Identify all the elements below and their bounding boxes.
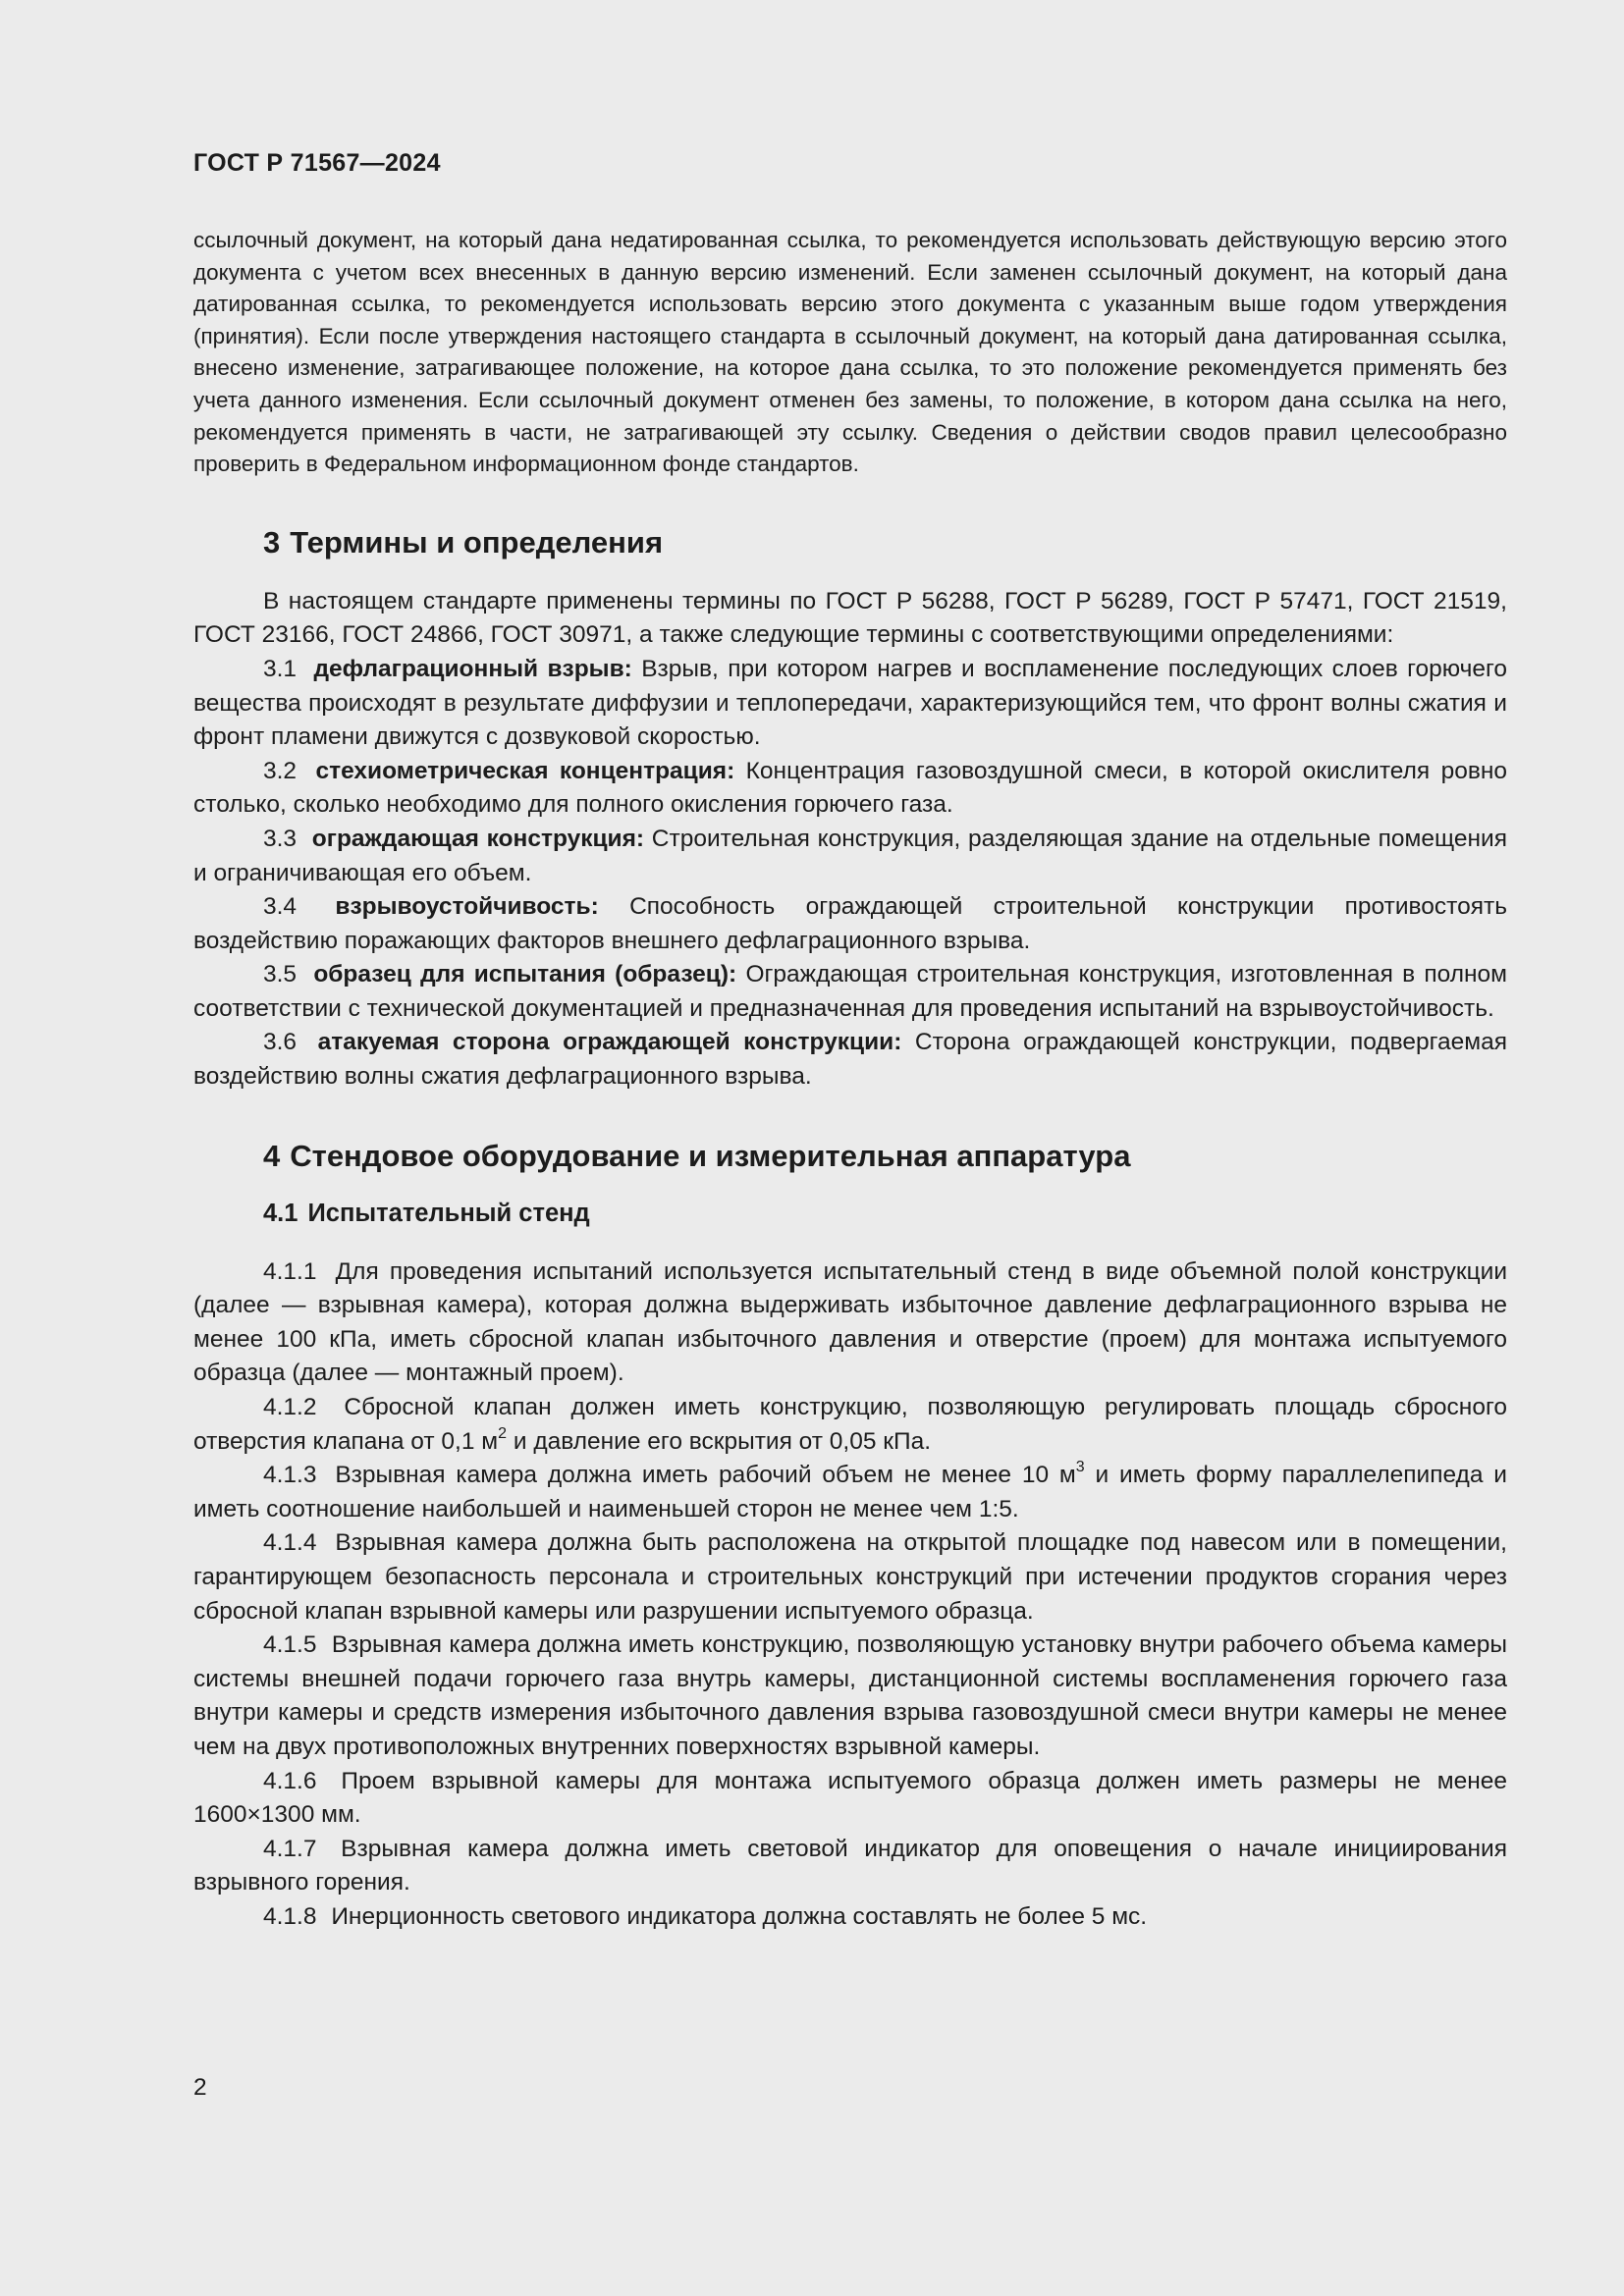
- item-text: Взрывная камера должна иметь световой индикатор для оповещения о начале инициирования взрывного горения.: [193, 1835, 1507, 1896]
- term-name: взрывоустойчивость:: [335, 893, 599, 921]
- item-number: 4.1.7: [263, 1835, 317, 1862]
- item-text: Взрывная камера должна иметь конструкцию, позволяющую установку внутри рабочего объема камеры системы внешней подачи горючего газа внутрь камеры, дистанционной системы воспламенения горючего газа внутри камеры и средств измерения избыточного давления взрыва газовоздушной смеси внутри камеры не менее чем на двух противоположных внутренних поверхностях взрывной камеры.: [193, 1631, 1507, 1760]
- term-name: ограждающая конструкция:: [311, 825, 645, 852]
- term-3-3: [193, 823, 1507, 890]
- item-number: 4.1.2: [263, 1394, 317, 1421]
- item-text: Взрывная камера должна быть расположена на открытой площадке под навесом или в помещении, гарантирующем безопасность персонала и строительных конструкций при истечении продуктов сгорания через сбросной клапан взрывной камеры или разрушении испытуемого образца.: [193, 1529, 1507, 1625]
- subsection-title: Испытательный стенд: [307, 1199, 590, 1227]
- term-3-5: [193, 958, 1507, 1026]
- term-definition: Сторона ограждающей конструкции, подвергаемая воздействию волны сжатия дефлаграционного взрыва.: [193, 1029, 1507, 1091]
- item-4-1-4: [193, 1526, 1507, 1629]
- term-definition: Строительная конструкция, разделяющая здание на отдельные помещения и ограничивающая его объем.: [193, 825, 1508, 886]
- item-text: Сбросной клапан должен иметь конструкцию, позволяющую регулировать площадь сбросного отверстия клапана от 0,1 м: [193, 1394, 1507, 1455]
- item-number: 4.1.6: [263, 1767, 317, 1794]
- term-number: 3.1: [263, 655, 298, 682]
- section-3-number: 3: [263, 524, 281, 560]
- item-text-continued: и иметь форму параллелепипеда и иметь соотношение наибольшей и наименьшей сторон не менее чем 1:5.: [193, 1462, 1507, 1522]
- item-text: Инерционность светового индикатора должна составлять не более 5 мс.: [331, 1902, 1148, 1930]
- item-4-1-5: [193, 1629, 1507, 1764]
- section-3-title: Термины и определения: [290, 524, 664, 560]
- item-text: Для проведения испытаний используется испытательный стенд в виде объемной полой конструкции (далее — взрывная камера), которая должна выдерживать избыточное давление дефлаграционного взрыва не менее 100 кПа, иметь сбросной клапан избыточного давления и отверстие (проем) для монтажа испытуемого образца (далее — монтажный проем).: [193, 1257, 1508, 1387]
- item-number: 4.1.3: [263, 1462, 317, 1489]
- item-text-continued: и давление его вскрытия от 0,05 кПа.: [507, 1427, 932, 1455]
- term-name: дефлаграционный взрыв:: [313, 655, 632, 682]
- page-content: [193, 225, 1507, 1935]
- term-3-1: [193, 653, 1507, 755]
- item-4-1-1: [193, 1255, 1507, 1391]
- section-3-intro: В настоящем стандарте применены термины по ГОСТ Р 56288, ГОСТ Р 56289, ГОСТ Р 57471, ГОСТ 21519, ГОСТ 23166, ГОСТ 24866, ГОСТ 30971, а также следующие термины с соответствующими определениями:: [193, 587, 1507, 649]
- term-number: 3.2: [263, 757, 298, 784]
- superscript: 3: [1075, 1459, 1085, 1476]
- item-number: 4.1.8: [263, 1902, 317, 1930]
- item-number: 4.1.4: [263, 1529, 317, 1557]
- term-name: стехиометрическая концентрация:: [315, 757, 735, 784]
- term-number: 3.6: [263, 1029, 298, 1056]
- term-number: 3.5: [263, 961, 298, 988]
- term-definition: Взрыв, при котором нагрев и воспламенение последующих слоев горючего вещества происходят в результате диффузии и теплопередачи, характеризующийся тем, что фронт волны сжатия и фронт пламени движутся с дозвуковой скоростью.: [193, 655, 1507, 751]
- subsection-number: 4.1: [263, 1199, 298, 1227]
- item-4-1-3: [193, 1459, 1507, 1526]
- item-text: Взрывная камера должна иметь рабочий объем не менее 10 м: [335, 1462, 1076, 1489]
- superscript: 2: [498, 1424, 508, 1442]
- term-number: 3.3: [263, 825, 298, 852]
- item-text: Проем взрывной камеры для монтажа испытуемого образца должен иметь размеры не менее 1600×1300 мм.: [193, 1767, 1507, 1829]
- term-number: 3.4: [263, 893, 298, 921]
- item-4-1-6: [193, 1765, 1507, 1833]
- item-4-1-2: [193, 1391, 1507, 1459]
- intro-paragraph: ссылочный документ, на который дана недатированная ссылка, то рекомендуется использовать действующую версию этого документа с учетом всех внесенных в данную версию изменений. Если заменен ссылочный документ, на который дана датированная ссылка, то рекомендуется использовать версию этого документа с указанным выше годом утверждения (принятия). Если после утверждения настоящего стандарта в ссылочный документ, на который дана датированная ссылка, внесено изменение, затрагивающее положение, на которое дана ссылка, то это положение рекомендуется применять без учета данного изменения. Если ссылочный документ отменен без замены, то положение, в котором дана ссылка на него, рекомендуется применять в части, не затрагивающей эту ссылку. Сведения о действии сводов правил целесообразно проверить в Федеральном информационном фонде стандартов.: [193, 228, 1507, 477]
- term-definition: Концентрация газовоздушной смеси, в которой окислителя ровно столько, сколько необходимо для полного окисления горючего газа.: [193, 757, 1507, 819]
- section-4-number: 4: [263, 1138, 281, 1173]
- section-4-heading: [193, 1137, 1507, 1176]
- item-number: 4.1.1: [263, 1257, 317, 1285]
- term-definition: Ограждающая строительная конструкция, изготовленная в полном соответствии с технической документацией и предназначенная для проведения испытаний на взрывоустойчивость.: [193, 961, 1507, 1022]
- page-number: 2: [193, 2074, 207, 2101]
- term-3-2: [193, 755, 1507, 823]
- section-4-title: Стендовое оборудование и измерительная аппаратура: [290, 1138, 1131, 1173]
- document-header: ГОСТ Р 71567—2024: [193, 149, 441, 177]
- item-4-1-8: [193, 1900, 1507, 1935]
- term-name: атакуемая сторона ограждающей конструкции:: [317, 1029, 902, 1056]
- subsection-4-1-heading: [193, 1197, 1507, 1230]
- term-3-4: [193, 890, 1507, 958]
- term-3-6: [193, 1026, 1507, 1094]
- section-3-heading: [193, 523, 1507, 562]
- item-4-1-7: [193, 1833, 1507, 1900]
- term-name: образец для испытания (образец):: [313, 961, 737, 988]
- item-number: 4.1.5: [263, 1631, 317, 1659]
- term-definition: Способность ограждающей строительной конструкции противостоять воздействию поражающих факторов внешнего дефлаграционного взрыва.: [193, 893, 1507, 954]
